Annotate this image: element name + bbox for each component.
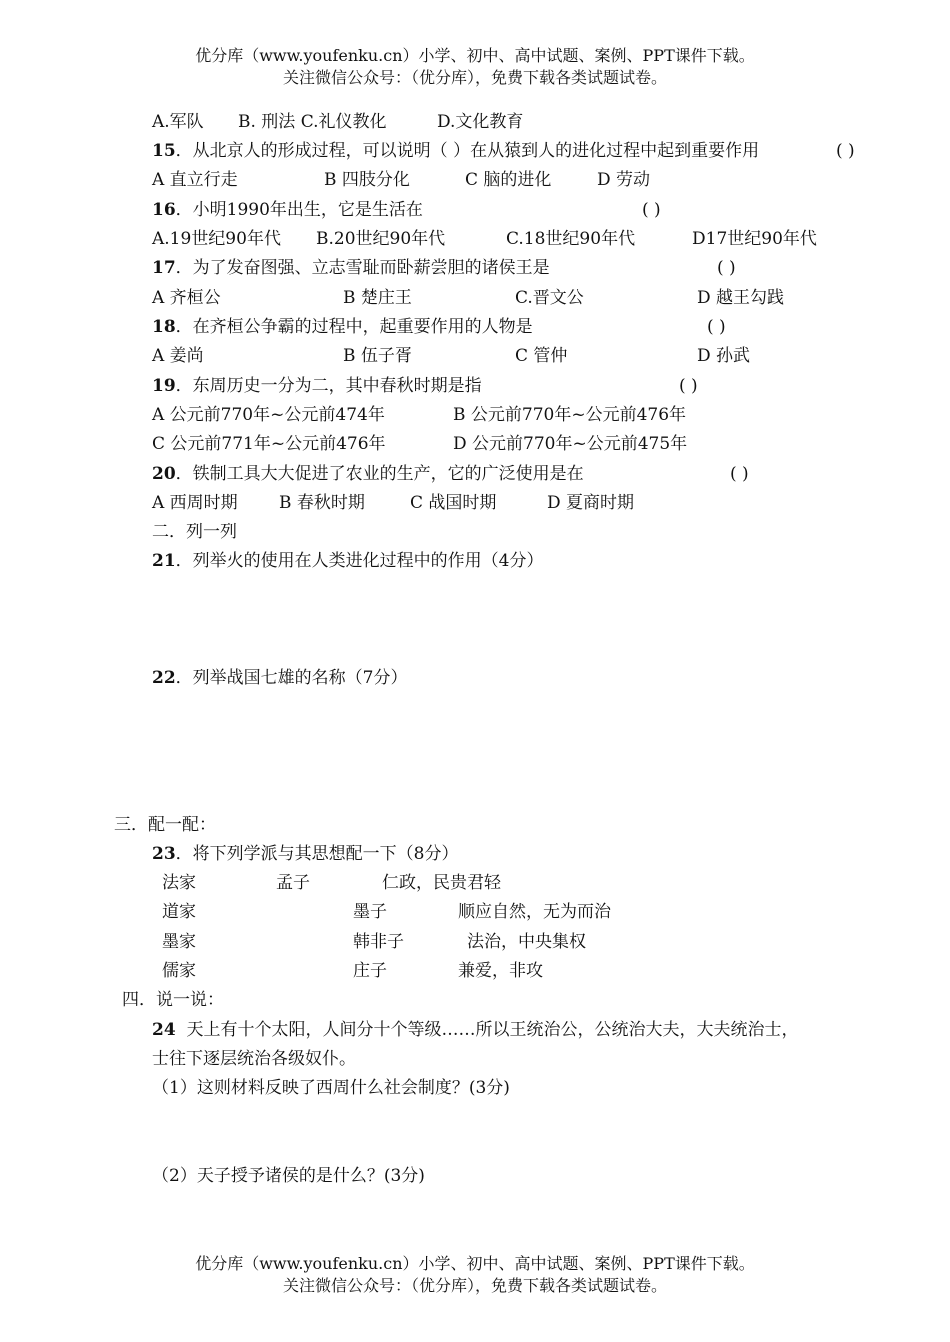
option: D 越王勾践 [697,288,785,308]
option: A 齐桓公 [152,288,221,308]
option: B.20世纪90年代 [316,229,446,249]
match-idea: 兼爱，非攻 [458,961,543,981]
question-text: ．列举战国七雄的名称（7分） [175,668,408,688]
option: B 伍子胥 [343,346,412,366]
question-number: 16 [152,200,176,220]
question-text: ．列举火的使用在人类进化过程中的作用（4分） [175,551,544,571]
option: B 公元前770年~公元前476年 [453,405,687,425]
question-text: ．在齐桓公争霸的过程中，起重要作用的人物是 [175,317,533,337]
question-text: ．从北京人的形成过程，可以说明（ ）在从猿到人的进化过程中起到重要作用 [175,141,760,161]
answer-bracket: ( ) [679,376,698,396]
header-line-1: 优分库（www.youfenku.cn）小学、初中、高中试题、案例、PPT课件下载。 [195,46,755,65]
match-person: 韩非子 [353,932,404,952]
question-21 [152,551,544,571]
answer-bracket: ( ) [642,200,661,220]
answer-bracket: ( ) [836,141,855,161]
question-24-continued: 士往下逐层统治各级奴仆。 [152,1049,356,1069]
question-number: 15 [152,141,176,161]
match-person: 庄子 [353,961,387,981]
question-20 [152,464,584,484]
option: B 春秋时期 [279,493,365,513]
option: A 公元前770年~公元前474年 [152,405,385,425]
answer-bracket: ( ) [707,317,726,337]
option: D17世纪90年代 [692,229,817,249]
option: A 姜尚 [152,346,204,366]
header-line-2: 关注微信公众号：（优分库），免费下载各类试题试卷。 [282,68,667,87]
option: C 公元前771年~公元前476年 [152,434,386,454]
match-idea: 法治，中央集权 [467,932,586,952]
option: D 公元前770年~公元前475年 [453,434,688,454]
question-22 [152,668,408,688]
question-15 [152,141,759,161]
match-person: 孟子 [276,873,310,893]
question-text: ．将下列学派与其思想配一下（8分） [175,844,459,864]
option: C.18世纪90年代 [506,229,636,249]
question-number: 18 [152,317,176,337]
question-number: 17 [152,258,176,278]
option: D 夏商时期 [547,493,635,513]
question-number: 20 [152,464,176,484]
answer-bracket: ( ) [717,258,736,278]
question-24-sub-1: （1）这则材料反映了西周什么社会制度？(3分) [152,1078,510,1098]
question-number: 22 [152,668,176,688]
option: C 脑的进化 [465,170,552,190]
question-24-sub-2: （2）天子授予诸侯的是什么？(3分) [152,1166,425,1186]
option: D 孙武 [697,346,751,366]
question-text: ．为了发奋图强、立志雪耻而卧薪尝胆的诸侯王是 [175,258,550,278]
question-18 [152,317,533,337]
question-text: ．小明1990年出生，它是生活在 [175,200,423,220]
answer-bracket: ( ) [730,464,749,484]
question-17 [152,258,550,278]
match-school: 墨家 [162,932,196,952]
match-school: 儒家 [162,961,196,981]
option: C 管仲 [515,346,568,366]
match-person: 墨子 [353,902,387,922]
option: A 直立行走 [152,170,238,190]
match-idea: 仁政，民贵君轻 [382,873,501,893]
question-16 [152,200,423,220]
match-school: 道家 [162,902,196,922]
question-text: ．铁制工具大大促进了农业的生产，它的广泛使用是在 [175,464,584,484]
question-number: 23 [152,844,176,864]
match-idea: 顺应自然，无为而治 [458,902,611,922]
question-number: 19 [152,376,176,396]
option: A 西周时期 [152,493,238,513]
section-2-title: 二．列一列 [152,522,237,542]
option: C 战国时期 [410,493,497,513]
q14-option-d: D.文化教育 [437,112,524,132]
footer-line-2: 关注微信公众号：（优分库），免费下载各类试题试卷。 [282,1276,667,1295]
option: B 楚庄王 [343,288,412,308]
footer-line-1: 优分库（www.youfenku.cn）小学、初中、高中试题、案例、PPT课件下载。 [195,1254,755,1273]
option: C.晋文公 [515,288,584,308]
section-3-title: 三．配一配： [114,815,216,835]
question-19 [152,376,482,396]
question-23 [152,844,459,864]
question-text: 天上有十个太阳，人间分十个等级……所以王统治公，公统治大夫，大夫统治士， [186,1020,799,1040]
question-number: 21 [152,551,176,571]
option: D 劳动 [597,170,651,190]
question-24 [152,1020,798,1040]
q14-option-a: A.军队 [152,112,204,132]
question-number: 24 [152,1020,176,1040]
section-4-title: 四．说一说： [122,990,224,1010]
option: A.19世纪90年代 [152,229,281,249]
option: B 四肢分化 [324,170,410,190]
question-text: ．东周历史一分为二，其中春秋时期是指 [175,376,482,396]
q14-option-bc: B. 刑法 C.礼仪教化 [238,112,387,132]
match-school: 法家 [162,873,196,893]
